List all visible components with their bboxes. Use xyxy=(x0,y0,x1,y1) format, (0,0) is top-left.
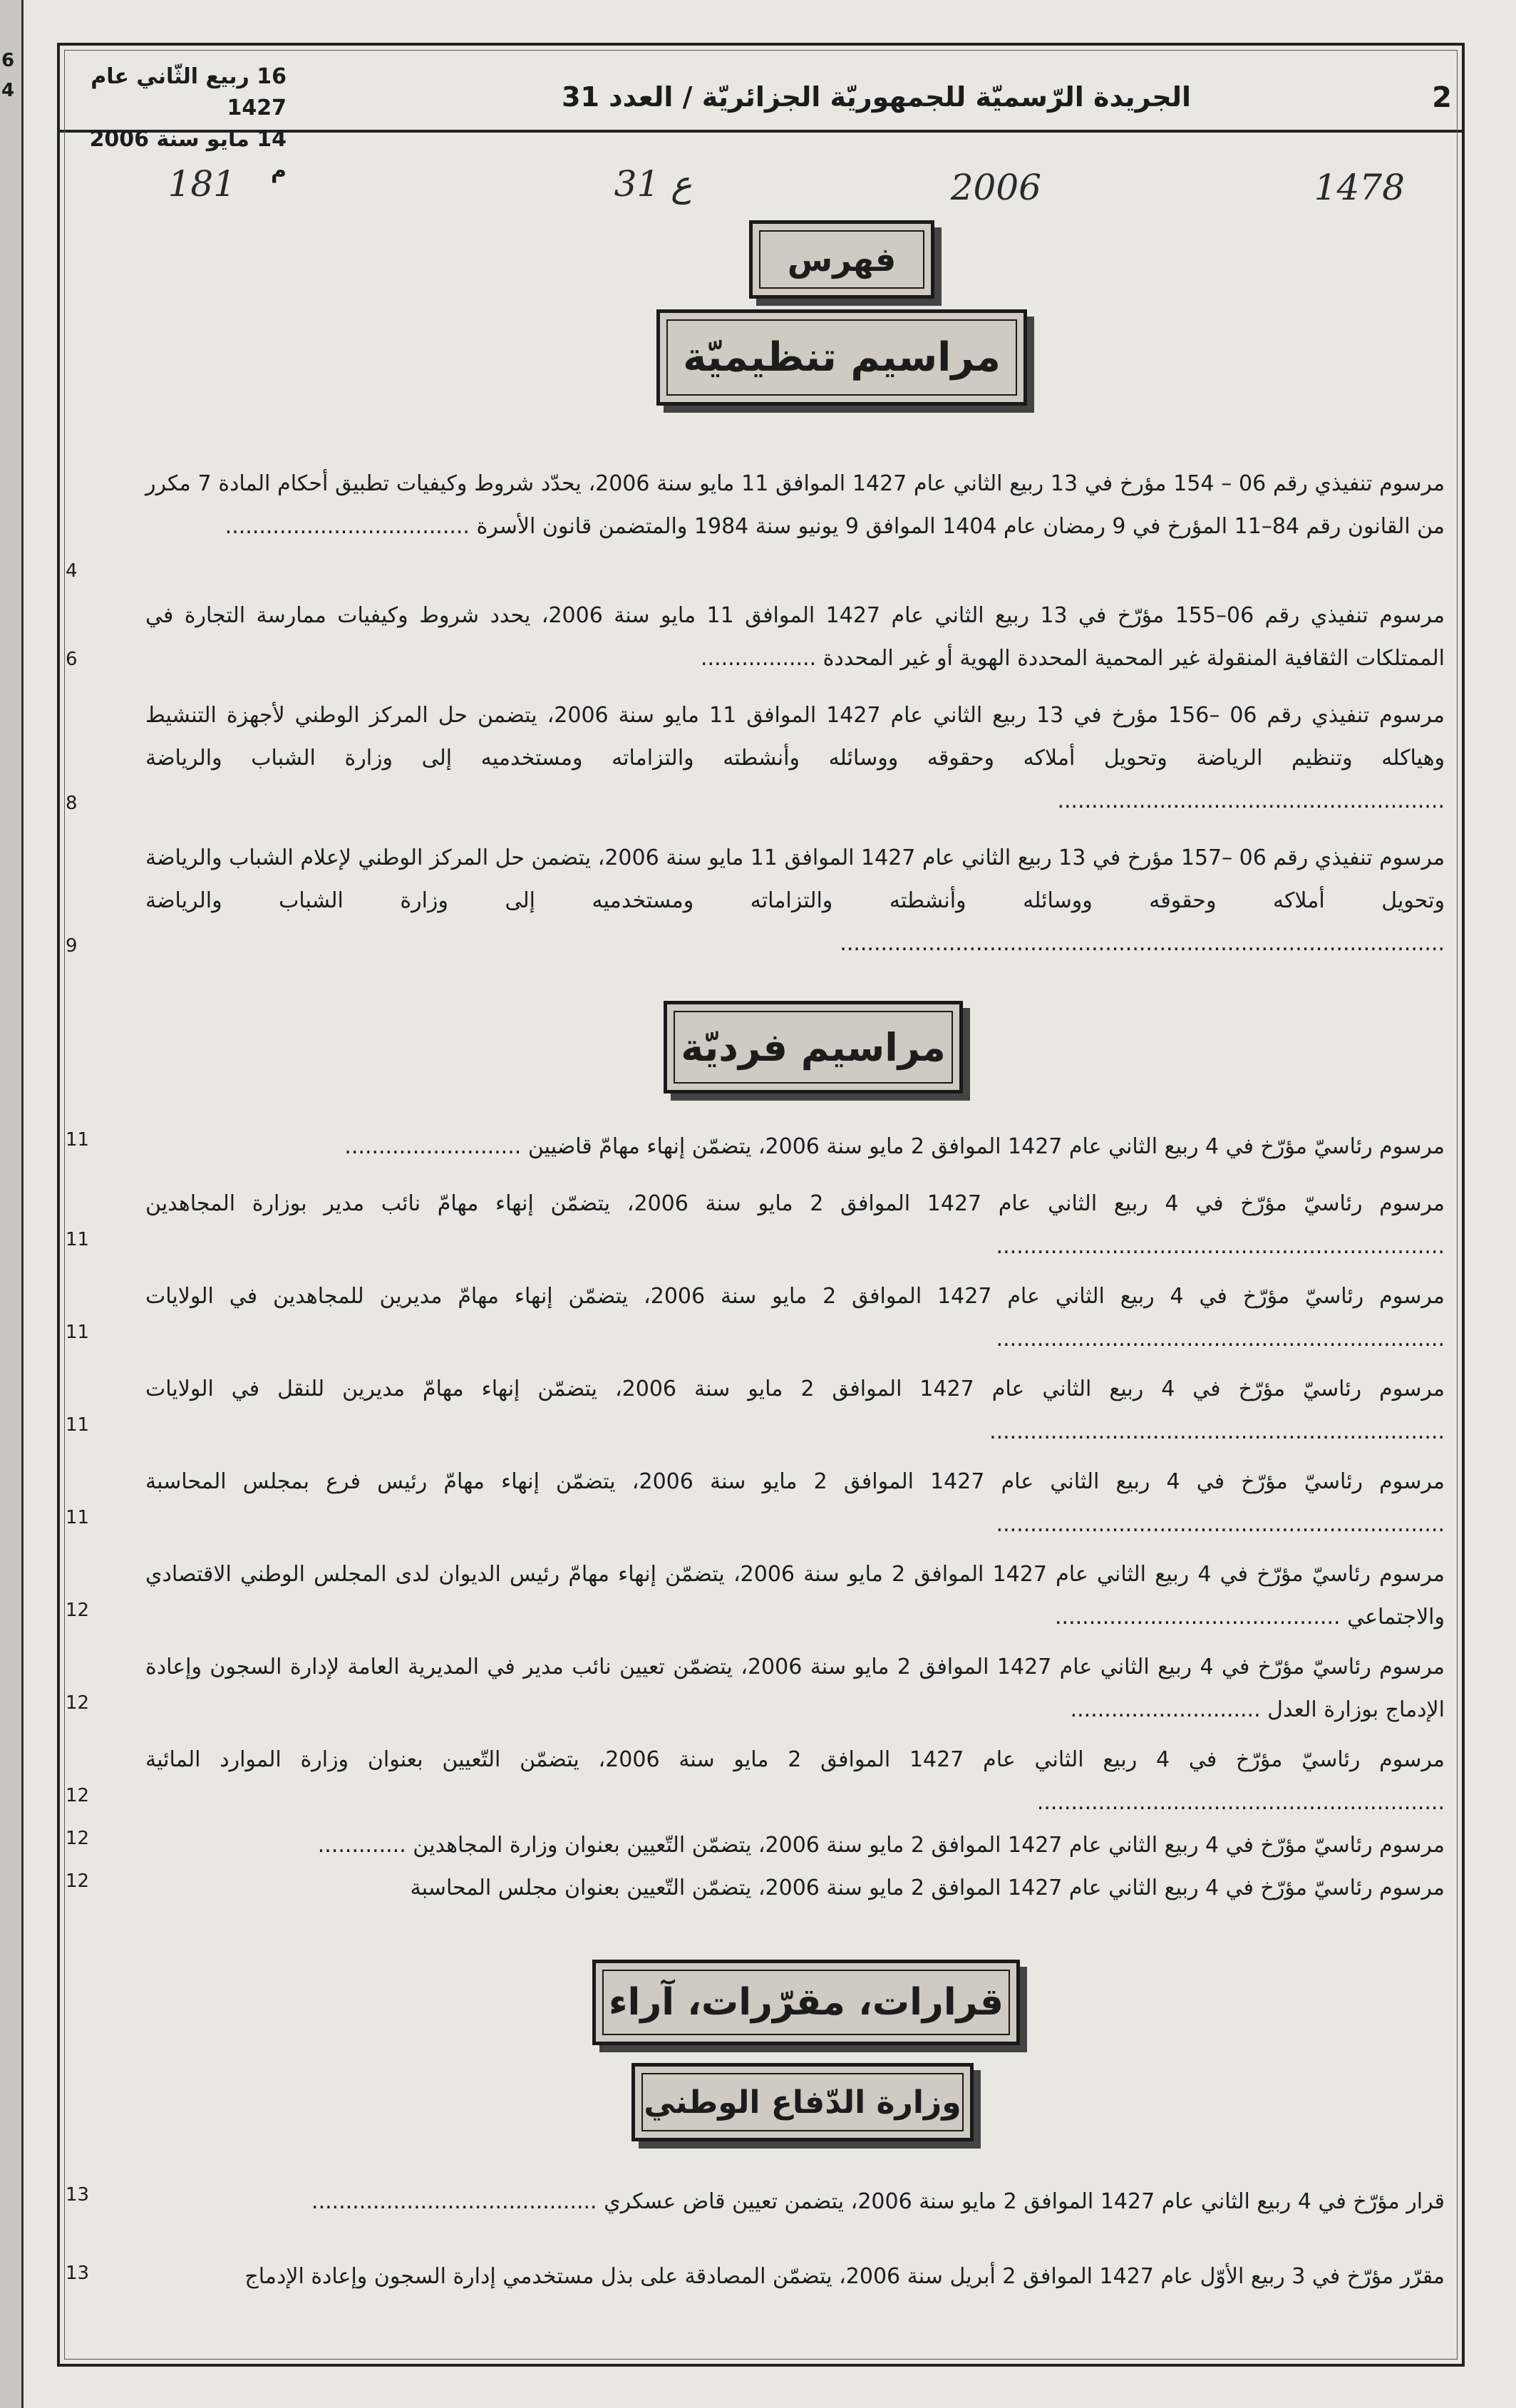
entry-text: مرسوم رئاسيّ مؤرّخ في 4 ربيع الثاني عام 1427 الموافق 2 مايو سنة 2006، يتضمّن إنهاء مهامّ مديرين للنقل في الولايات xyxy=(145,1377,1445,1401)
edge-number-top: 6 xyxy=(1,50,15,71)
gazette-page xyxy=(57,43,1465,2367)
entry-text: مرسوم رئاسيّ مؤرّخ في 4 ربيع الثاني عام 1427 الموافق 2 مايو سنة 2006، يتضمّن إنهاء مهامّ قاضيين xyxy=(527,1134,1445,1159)
regulatory-decrees-box xyxy=(656,309,1027,406)
entry-text: مرسوم رئاسيّ مؤرّخ في 4 ربيع الثاني عام 1427 الموافق 2 مايو سنة 2006، يتضمّن إنهاء مهامّ مديرين للمجاهدين في الولايات xyxy=(145,1284,1445,1309)
entry-page-number: 12 xyxy=(66,1785,90,1806)
handwritten-year: 2006 xyxy=(950,167,1041,208)
toc-entry: مرسوم رئاسيّ مؤرّخ في 4 ربيع الثاني عام 1427 الموافق 2 مايو سنة 2006، يتضمّن إنهاء مهامّ نائب مدير بوزارة المجاهدين .................................................................. xyxy=(145,1191,1445,1259)
page-number: 2 xyxy=(1432,81,1452,114)
adjacent-page-edge xyxy=(0,0,24,2408)
entry-page-number: 11 xyxy=(66,1414,90,1436)
toc-entry: مرسوم تنفيذي رقم 06–155 مؤرّخ في 13 ربيع الثاني عام 1427 الموافق 11 مايو سنة 2006، يحدد شروط وكيفيات ممارسة التجارة في الممتلكات الثقافية المنقولة غير المحمية المحددة الهوية أو غير المحددة ................. xyxy=(145,603,1445,671)
index-title: فهرس xyxy=(787,240,897,279)
toc-entry: مرسوم رئاسيّ مؤرّخ في 4 ربيع الثاني عام 1427 الموافق 2 مايو سنة 2006، يتضمّن إنهاء مهامّ رئيس فرع بمجلس المحاسبة .................................................................. xyxy=(145,1469,1445,1537)
entry-page-number: 6 xyxy=(66,649,78,670)
handwritten-number-1: 1478 xyxy=(1314,167,1405,208)
entry-text: مرسوم رئاسيّ مؤرّخ في 4 ربيع الثاني عام 1427 الموافق 2 مايو سنة 2006، يتضمّن إنهاء مهامّ نائب مدير بوزارة المجاهدين xyxy=(145,1191,1445,1216)
handwritten-number-2: 181 xyxy=(167,163,236,205)
entry-page-number: 12 xyxy=(66,1600,90,1621)
entry-page-number: 11 xyxy=(66,1322,90,1343)
entry-text: مرسوم رئاسيّ مؤرّخ في 4 ربيع الثاني عام 1427 الموافق 2 مايو سنة 2006، يتضمّن تعيين نائب مدير في المديرية العامة لإدارة السجون وإعادة الإدماج بوزارة العدل xyxy=(145,1655,1445,1722)
ministry-box xyxy=(631,2063,974,2141)
entry-page-number: 11 xyxy=(66,1129,90,1151)
toc-entry: مرسوم تنفيذي رقم 06 –156 مؤرخ في 13 ربيع الثاني عام 1427 الموافق 11 مايو سنة 2006، يتضمن حل المركز الوطني لأجهزة التنشيط وهياكله وتنظيم الرياضة وتحويل أملاكه وحقوقه ووسائله وأنشطته والتزاماته ومستخدميه إلى وزارة الشباب والرياضة ......................................................... xyxy=(145,703,1445,813)
toc-entry: مرسوم رئاسيّ مؤرّخ في 4 ربيع الثاني عام 1427 الموافق 2 مايو سنة 2006، يتضمّن إنهاء مهامّ قاضيين .......................... xyxy=(344,1134,1445,1159)
entry-page-number: 13 xyxy=(66,2184,90,2206)
decisions-title: قرارات، مقرّرات، آراء xyxy=(608,1981,1004,2024)
toc-entry: مرسوم رئاسيّ مؤرّخ في 4 ربيع الثاني عام 1427 الموافق 2 مايو سنة 2006، يتضمّن إنهاء مهامّ رئيس الديوان لدى المجلس الوطني الاقتصادي والاجتماعي .......................................... xyxy=(145,1562,1445,1630)
entry-text: مرسوم تنفيذي رقم 06 – 154 مؤرخ في 13 ربيع الثاني عام 1427 الموافق 11 مايو سنة 2006، يحدّد شروط وكيفيات تطبيق أحكام المادة 7 مكرر من القانون رقم 84–11 المؤرخ في 9 رمضان عام 1404 الموافق 9 يونيو سنة 1984 والمتضمن قانون الأسرة xyxy=(145,471,1445,539)
entry-text: مرسوم رئاسيّ مؤرّخ في 4 ربيع الثاني عام 1427 الموافق 2 مايو سنة 2006، يتضمّن التّعيين بعنوان مجلس المحاسبة xyxy=(410,1876,1445,1900)
entry-text: مرسوم رئاسيّ مؤرّخ في 4 ربيع الثاني عام 1427 الموافق 2 مايو سنة 2006، يتضمّن إنهاء مهامّ رئيس فرع بمجلس المحاسبة xyxy=(145,1469,1445,1494)
toc-entry: مرسوم رئاسيّ مؤرّخ في 4 ربيع الثاني عام 1427 الموافق 2 مايو سنة 2006، يتضمّن التّعيين بعنوان وزارة الموارد المائية ............................................................ xyxy=(145,1747,1445,1815)
entry-text: مرسوم رئاسيّ مؤرّخ في 4 ربيع الثاني عام 1427 الموافق 2 مايو سنة 2006، يتضمّن إنهاء مهامّ رئيس الديوان لدى المجلس الوطني الاقتصادي والاجتماعي xyxy=(145,1562,1445,1630)
toc-entry xyxy=(145,2255,1445,2298)
individual-decrees-box xyxy=(664,1001,963,1094)
gazette-title: الجريدة الرّسميّة للجمهوريّة الجزائريّة / العدد 31 xyxy=(562,81,1191,113)
hijri-date: 16 ربيع الثّاني عام 1427 xyxy=(91,64,287,120)
toc-entry: مرسوم تنفيذي رقم 06 – 154 مؤرخ في 13 ربيع الثاني عام 1427 الموافق 11 مايو سنة 2006، يحدّد شروط وكيفيات تطبيق أحكام المادة 7 مكرر من القانون رقم 84–11 المؤرخ في 9 رمضان عام 1404 الموافق 9 يونيو سنة 1984 والمتضمن قانون الأسرة .................................... xyxy=(145,471,1445,539)
toc-entry: مرسوم رئاسيّ مؤرّخ في 4 ربيع الثاني عام 1427 الموافق 2 مايو سنة 2006، يتضمّن التّعيين بعنوان وزارة المجاهدين ............. xyxy=(317,1833,1445,1858)
entry-text: مرسوم رئاسيّ مؤرّخ في 4 ربيع الثاني عام 1427 الموافق 2 مايو سنة 2006، يتضمّن التّعيين بعنوان وزارة الموارد المائية xyxy=(145,1747,1445,1772)
entry-text: مرسوم تنفيذي رقم 06 –156 مؤرخ في 13 ربيع الثاني عام 1427 الموافق 11 مايو سنة 2006، يتضمن حل المركز الوطني لأجهزة التنشيط وهياكله وتنظيم الرياضة وتحويل أملاكه وحقوقه ووسائله وأنشطته والتزاماته ومستخدميه إلى وزارة الشباب والرياضة xyxy=(145,703,1445,771)
entry-page-number: 12 xyxy=(66,1828,90,1849)
ministry-title: وزارة الدّفاع الوطني xyxy=(644,2084,961,2121)
entry-text: مرسوم رئاسيّ مؤرّخ في 4 ربيع الثاني عام 1427 الموافق 2 مايو سنة 2006، يتضمّن التّعيين بعنوان وزارة المجاهدين xyxy=(413,1833,1445,1858)
edge-number-bottom: 4 xyxy=(1,80,15,101)
page-header xyxy=(60,46,1462,183)
handwritten-issue: ع 31 xyxy=(614,163,692,205)
toc-entry xyxy=(145,1867,1445,1910)
entry-page-number: 12 xyxy=(66,1692,90,1714)
gregorian-date: 14 مايو سنة 2006 م xyxy=(89,127,287,183)
entry-page-number: 11 xyxy=(66,1229,90,1250)
entry-page-number: 12 xyxy=(66,1871,90,1892)
entry-page-number: 13 xyxy=(66,2263,90,2284)
entry-page-number: 9 xyxy=(66,935,78,957)
toc-entry: قرار مؤرّخ في 4 ربيع الثاني عام 1427 الموافق 2 مايو سنة 2006، يتضمن تعيين قاض عسكري .......................................... xyxy=(311,2189,1445,2214)
decisions-box xyxy=(592,1960,1020,2045)
entry-page-number: 11 xyxy=(66,1507,90,1528)
individual-decrees-title: مراسيم فرديّة xyxy=(681,1024,946,1070)
toc-entry: مرسوم رئاسيّ مؤرّخ في 4 ربيع الثاني عام 1427 الموافق 2 مايو سنة 2006، يتضمّن إنهاء مهامّ مديرين للمجاهدين في الولايات .................................................................. xyxy=(145,1284,1445,1352)
entry-text: مرسوم تنفيذي رقم 06 –157 مؤرخ في 13 ربيع الثاني عام 1427 الموافق 11 مايو سنة 2006، يتضمن حل المركز الوطني لإعلام الشباب والرياضة وتحويل أملاكه وحقوقه ووسائله وأنشطته والتزاماته ومستخدميه إلى وزارة الشباب والرياضة xyxy=(145,845,1445,913)
regulatory-decrees-title: مراسيم تنظيميّة xyxy=(683,334,1001,381)
toc-entry: مرسوم رئاسيّ مؤرّخ في 4 ربيع الثاني عام 1427 الموافق 2 مايو سنة 2006، يتضمّن تعيين نائب مدير في المديرية العامة لإدارة السجون وإعادة الإدماج بوزارة العدل ............................ xyxy=(145,1655,1445,1722)
entry-text: مقرّر مؤرّخ في 3 ربيع الأوّل عام 1427 الموافق 2 أبريل سنة 2006، يتضمّن المصادقة على بذل مستخدمي إدارة السجون وإعادة الإدماج xyxy=(244,2264,1445,2289)
entry-page-number: 8 xyxy=(66,793,78,814)
entry-text: قرار مؤرّخ في 4 ربيع الثاني عام 1427 الموافق 2 مايو سنة 2006، يتضمن تعيين قاض عسكري xyxy=(604,2189,1445,2214)
toc-entry: مرسوم رئاسيّ مؤرّخ في 4 ربيع الثاني عام 1427 الموافق 2 مايو سنة 2006، يتضمّن إنهاء مهامّ مديرين للنقل في الولايات ................................................................... xyxy=(145,1377,1445,1444)
entry-page-number: 4 xyxy=(66,560,78,582)
index-title-box xyxy=(749,220,934,299)
entry-text: مرسوم تنفيذي رقم 06–155 مؤرّخ في 13 ربيع الثاني عام 1427 الموافق 11 مايو سنة 2006، يحدد شروط وكيفيات ممارسة التجارة في الممتلكات الثقافية المنقولة غير المحمية المحددة الهوية أو غير المحددة xyxy=(145,603,1445,671)
toc-entry: مرسوم تنفيذي رقم 06 –157 مؤرخ في 13 ربيع الثاني عام 1427 الموافق 11 مايو سنة 2006، يتضمن حل المركز الوطني لإعلام الشباب والرياضة وتحويل أملاكه وحقوقه ووسائله وأنشطته والتزاماته ومستخدميه إلى وزارة الشباب والرياضة ......................................................................................... xyxy=(145,845,1445,956)
